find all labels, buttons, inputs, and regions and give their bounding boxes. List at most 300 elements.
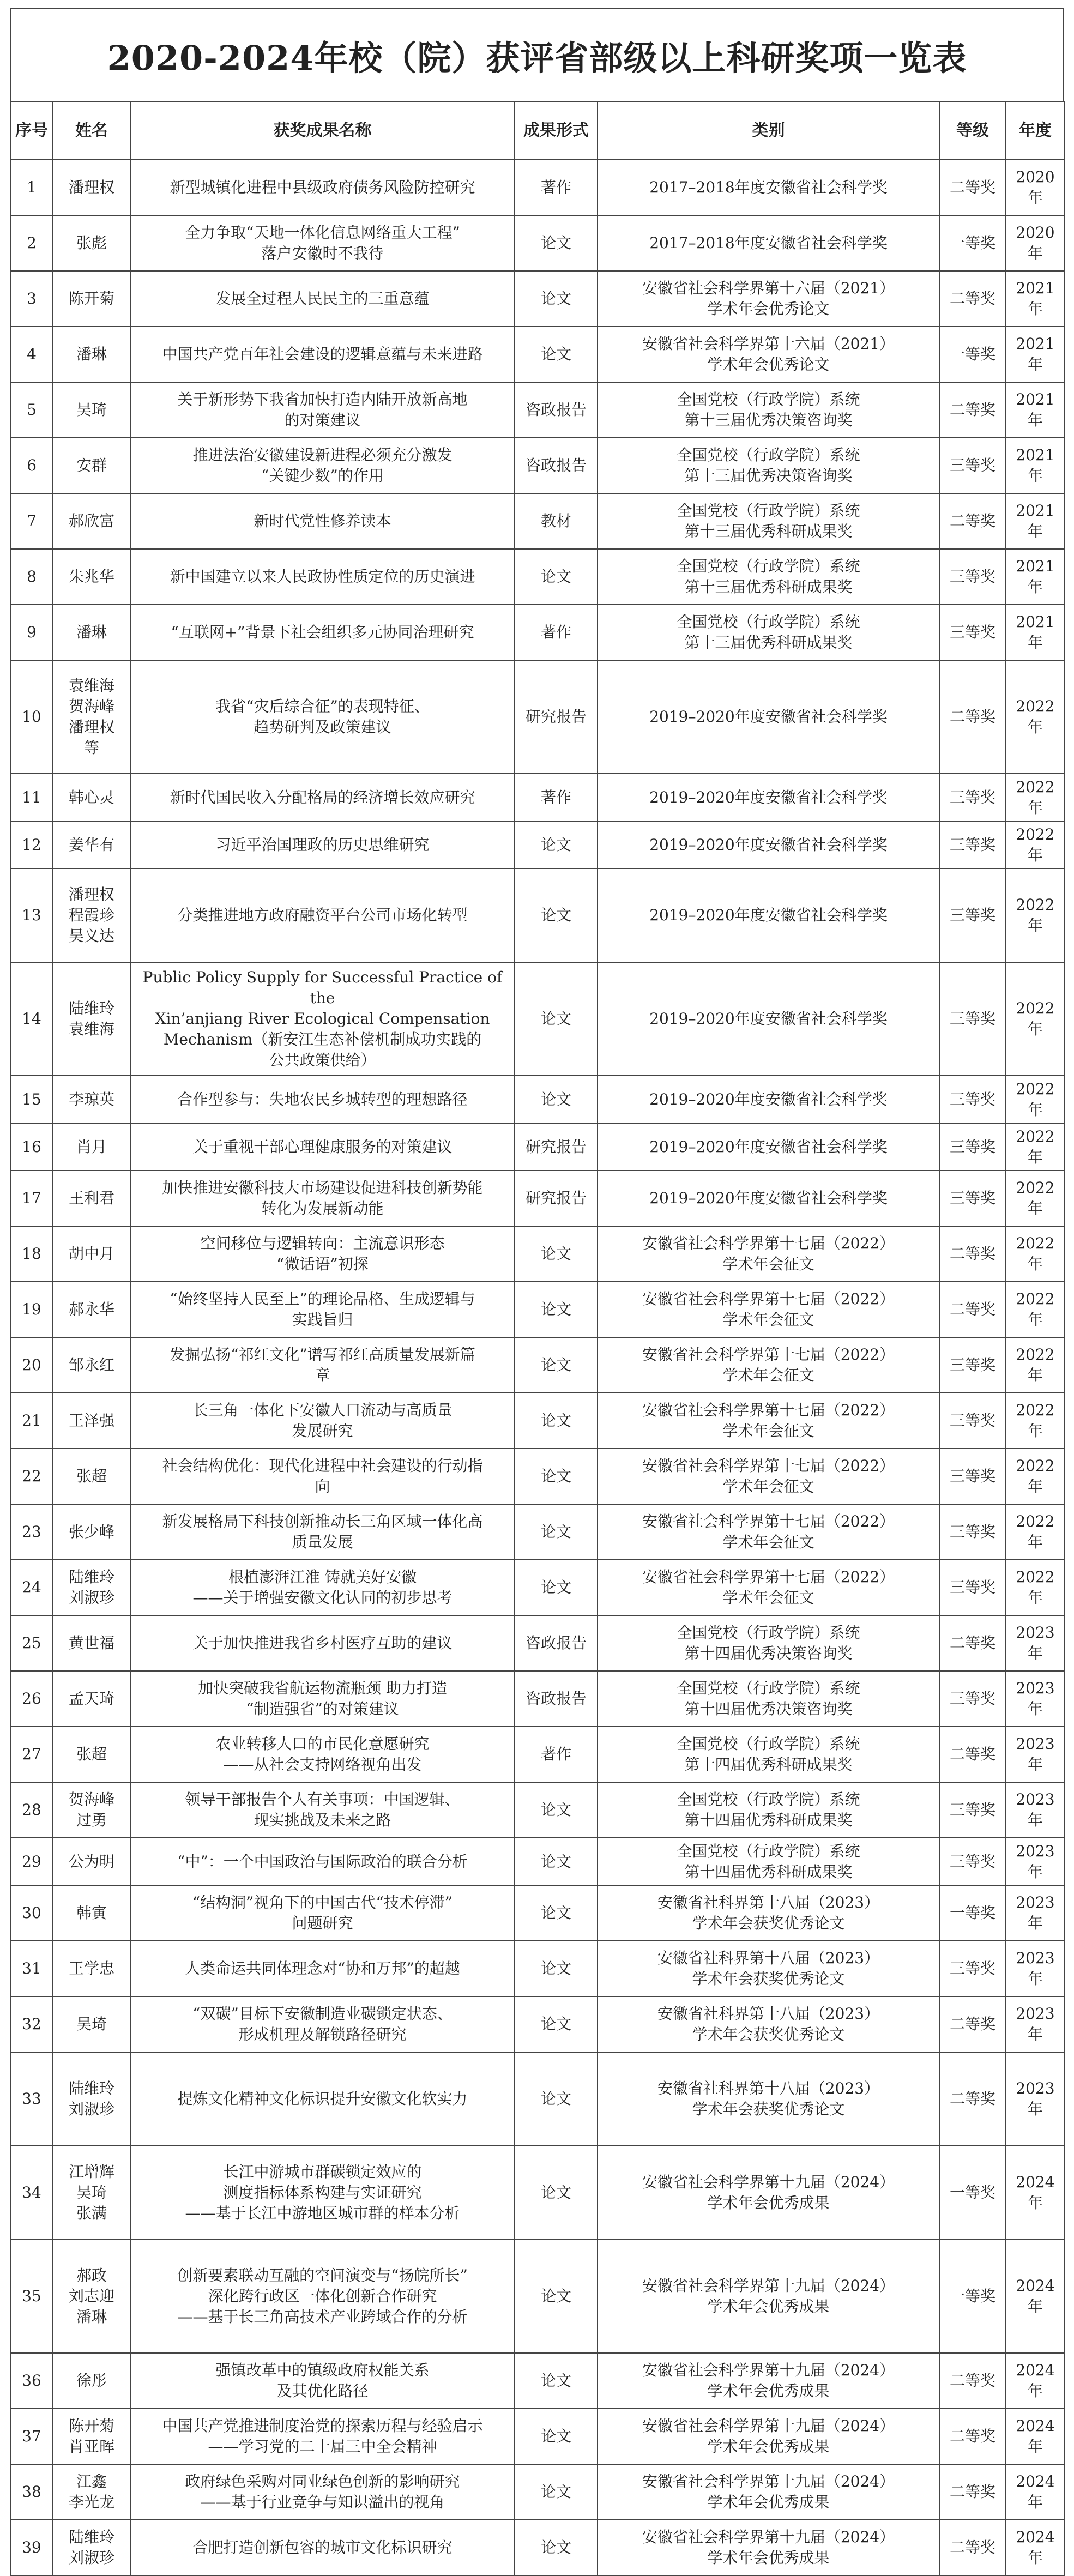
cell-work: 全力争取“天地一体化信息网络重大工程” 落户安徽时不我待	[130, 215, 515, 271]
cell-seq: 7	[10, 493, 53, 549]
cell-grade: 二等奖	[939, 2052, 1006, 2146]
cell-name: 江增辉 吴琦 张满	[53, 2146, 130, 2240]
cell-name: 潘琳	[53, 327, 130, 382]
cell-name: 邹永红	[53, 1337, 130, 1393]
cell-category: 安徽省社会科学界第十九届（2024） 学术年会优秀成果	[598, 2353, 939, 2409]
cell-year: 2024年	[1006, 2409, 1065, 2464]
cell-grade: 二等奖	[939, 2464, 1006, 2520]
cell-form: 论文	[515, 1337, 598, 1393]
cell-grade: 三等奖	[939, 1838, 1006, 1885]
cell-seq: 1	[10, 160, 53, 215]
cell-work: 中国共产党推进制度治党的探索历程与经验启示 ——学习党的二十届三中全会精神	[130, 2409, 515, 2464]
cell-category: 全国党校（行政学院）系统 第十三届优秀决策咨询奖	[598, 438, 939, 493]
cell-grade: 二等奖	[939, 1282, 1006, 1337]
awards-table	[10, 101, 1065, 2576]
cell-seq: 19	[10, 1282, 53, 1337]
cell-grade: 三等奖	[939, 1504, 1006, 1560]
cell-form: 咨政报告	[515, 382, 598, 438]
cell-category: 全国党校（行政学院）系统 第十四届优秀科研成果奖	[598, 1782, 939, 1838]
cell-seq: 34	[10, 2146, 53, 2240]
cell-work: 发掘弘扬“祁红文化”谱写祁红高质量发展新篇 章	[130, 1337, 515, 1393]
cell-work: 新型城镇化进程中县级政府债务风险防控研究	[130, 160, 515, 215]
cell-name: 徐彤	[53, 2353, 130, 2409]
table-row	[10, 1123, 1065, 1171]
cell-work: 分类推进地方政府融资平台公司市场化转型	[130, 868, 515, 962]
cell-name: 潘理权 程霞珍 吴义达	[53, 868, 130, 962]
cell-seq: 33	[10, 2052, 53, 2146]
cell-grade: 二等奖	[939, 271, 1006, 327]
cell-year: 2023年	[1006, 1727, 1065, 1782]
cell-year: 2022年	[1006, 774, 1065, 821]
cell-category: 安徽省社会科学界第十九届（2024） 学术年会优秀成果	[598, 2240, 939, 2353]
cell-form: 研究报告	[515, 1171, 598, 1226]
table-row	[10, 271, 1065, 327]
cell-category: 全国党校（行政学院）系统 第十三届优秀科研成果奖	[598, 549, 939, 605]
cell-name: 肖月	[53, 1123, 130, 1171]
cell-category: 全国党校（行政学院）系统 第十四届优秀决策咨询奖	[598, 1671, 939, 1727]
cell-work: 长江中游城市群碳锁定效应的 测度指标体系构建与实证研究 ——基于长江中游地区城市群的样本分析	[130, 2146, 515, 2240]
cell-year: 2022年	[1006, 1560, 1065, 1615]
cell-form: 论文	[515, 549, 598, 605]
cell-grade: 三等奖	[939, 549, 1006, 605]
cell-form: 著作	[515, 605, 598, 660]
cell-year: 2023年	[1006, 2052, 1065, 2146]
cell-work: 长三角一体化下安徽人口流动与高质量 发展研究	[130, 1393, 515, 1449]
table-row	[10, 549, 1065, 605]
cell-category: 安徽省社会科学界第十七届（2022） 学术年会征文	[598, 1449, 939, 1504]
cell-work: 加快推进安徽科技大市场建设促进科技创新势能 转化为发展新动能	[130, 1171, 515, 1226]
header-year: 年度	[1006, 102, 1065, 160]
cell-seq: 37	[10, 2409, 53, 2464]
cell-grade: 三等奖	[939, 1076, 1006, 1123]
cell-category: 全国党校（行政学院）系统 第十四届优秀科研成果奖	[598, 1838, 939, 1885]
cell-year: 2023年	[1006, 1996, 1065, 2052]
cell-seq: 14	[10, 962, 53, 1076]
cell-seq: 17	[10, 1171, 53, 1226]
table-row	[10, 1504, 1065, 1560]
cell-seq: 9	[10, 605, 53, 660]
table-row	[10, 327, 1065, 382]
cell-grade: 三等奖	[939, 1393, 1006, 1449]
cell-year: 2024年	[1006, 2464, 1065, 2520]
cell-category: 全国党校（行政学院）系统 第十四届优秀科研成果奖	[598, 1727, 939, 1782]
cell-year: 2022年	[1006, 1076, 1065, 1123]
cell-seq: 30	[10, 1885, 53, 1941]
cell-seq: 28	[10, 1782, 53, 1838]
table-row	[10, 1615, 1065, 1671]
cell-seq: 8	[10, 549, 53, 605]
cell-name: 安群	[53, 438, 130, 493]
cell-year: 2022年	[1006, 962, 1065, 1076]
cell-category: 2019–2020年度安徽省社会科学奖	[598, 868, 939, 962]
cell-year: 2024年	[1006, 2520, 1065, 2575]
cell-name: 陆维玲 袁维海	[53, 962, 130, 1076]
cell-grade: 三等奖	[939, 1123, 1006, 1171]
cell-work: 推进法治安徽建设新进程必须充分激发 “关键少数”的作用	[130, 438, 515, 493]
cell-form: 论文	[515, 1449, 598, 1504]
cell-category: 安徽省社会科学界第十九届（2024） 学术年会优秀成果	[598, 2520, 939, 2575]
cell-grade: 一等奖	[939, 2240, 1006, 2353]
cell-year: 2021年	[1006, 271, 1065, 327]
cell-name: 江鑫 李光龙	[53, 2464, 130, 2520]
cell-work: Public Policy Supply for Successful Practice of the Xin’anjiang River Ecological Compensation Mechanism（新安江生态补偿机制成功实践的 公共政策供给）	[130, 962, 515, 1076]
table-row	[10, 382, 1065, 438]
page-title: 2020-2024年校（院）获评省部级以上科研奖项一览表	[107, 38, 967, 78]
cell-category: 2017–2018年度安徽省社会科学奖	[598, 160, 939, 215]
cell-grade: 三等奖	[939, 605, 1006, 660]
cell-form: 论文	[515, 2240, 598, 2353]
cell-year: 2023年	[1006, 1782, 1065, 1838]
cell-grade: 二等奖	[939, 382, 1006, 438]
cell-name: 张彪	[53, 215, 130, 271]
cell-work: 加快突破我省航运物流瓶颈 助力打造 “制造强省”的对策建议	[130, 1671, 515, 1727]
cell-category: 安徽省社科界第十八届（2023） 学术年会获奖优秀论文	[598, 1941, 939, 1996]
cell-category: 安徽省社科界第十八届（2023） 学术年会获奖优秀论文	[598, 1885, 939, 1941]
cell-grade: 三等奖	[939, 1782, 1006, 1838]
cell-year: 2023年	[1006, 1941, 1065, 1996]
cell-name: 王利君	[53, 1171, 130, 1226]
cell-year: 2021年	[1006, 327, 1065, 382]
table-row	[10, 962, 1065, 1076]
cell-grade: 三等奖	[939, 1671, 1006, 1727]
cell-year: 2022年	[1006, 660, 1065, 774]
cell-work: 关于加快推进我省乡村医疗互助的建议	[130, 1615, 515, 1671]
table-row	[10, 2146, 1065, 2240]
cell-year: 2021年	[1006, 493, 1065, 549]
cell-name: 张超	[53, 1449, 130, 1504]
cell-name: 王学忠	[53, 1941, 130, 1996]
cell-name: 潘琳	[53, 605, 130, 660]
cell-category: 2019–2020年度安徽省社会科学奖	[598, 660, 939, 774]
table-row	[10, 2520, 1065, 2575]
table-row	[10, 2464, 1065, 2520]
table-row	[10, 1171, 1065, 1226]
cell-name: 潘理权	[53, 160, 130, 215]
cell-grade: 三等奖	[939, 962, 1006, 1076]
cell-seq: 18	[10, 1226, 53, 1282]
table-row	[10, 1449, 1065, 1504]
cell-seq: 10	[10, 660, 53, 774]
header-row	[10, 102, 1065, 160]
cell-work: “结构洞”视角下的中国古代“技术停滞” 问题研究	[130, 1885, 515, 1941]
cell-name: 陈开菊	[53, 271, 130, 327]
cell-category: 2019–2020年度安徽省社会科学奖	[598, 1076, 939, 1123]
table-row	[10, 605, 1065, 660]
table-row	[10, 1226, 1065, 1282]
cell-form: 论文	[515, 1226, 598, 1282]
cell-seq: 29	[10, 1838, 53, 1885]
cell-seq: 39	[10, 2520, 53, 2575]
table-row	[10, 1941, 1065, 1996]
cell-name: 韩心灵	[53, 774, 130, 821]
table-row	[10, 868, 1065, 962]
table-row	[10, 1885, 1065, 1941]
cell-form: 论文	[515, 1076, 598, 1123]
cell-category: 2019–2020年度安徽省社会科学奖	[598, 962, 939, 1076]
cell-seq: 24	[10, 1560, 53, 1615]
cell-form: 论文	[515, 1782, 598, 1838]
cell-name: 孟天琦	[53, 1671, 130, 1727]
cell-category: 全国党校（行政学院）系统 第十四届优秀决策咨询奖	[598, 1615, 939, 1671]
cell-year: 2022年	[1006, 821, 1065, 868]
cell-grade: 二等奖	[939, 1226, 1006, 1282]
cell-work: 强镇改革中的镇级政府权能关系 及其优化路径	[130, 2353, 515, 2409]
cell-grade: 三等奖	[939, 1171, 1006, 1226]
cell-work: 社会结构优化：现代化进程中社会建设的行动指 向	[130, 1449, 515, 1504]
cell-name: 王泽强	[53, 1393, 130, 1449]
cell-grade: 三等奖	[939, 821, 1006, 868]
cell-form: 论文	[515, 1885, 598, 1941]
cell-grade: 二等奖	[939, 1727, 1006, 1782]
table-row	[10, 660, 1065, 774]
cell-grade: 三等奖	[939, 868, 1006, 962]
cell-name: 陆维玲 刘淑珍	[53, 2052, 130, 2146]
cell-seq: 27	[10, 1727, 53, 1782]
cell-work: 我省“灾后综合征”的表现特征、 趋势研判及政策建议	[130, 660, 515, 774]
cell-grade: 三等奖	[939, 1449, 1006, 1504]
table-row	[10, 1838, 1065, 1885]
cell-name: 张超	[53, 1727, 130, 1782]
cell-category: 安徽省社会科学界第十七届（2022） 学术年会征文	[598, 1226, 939, 1282]
cell-form: 论文	[515, 2146, 598, 2240]
cell-year: 2022年	[1006, 1337, 1065, 1393]
cell-work: 创新要素联动互融的空间演变与“扬皖所长” 深化跨行政区一体化创新合作研究 ——基于长三角高技术产业跨域合作的分析	[130, 2240, 515, 2353]
cell-work: 合作型参与：失地农民乡城转型的理想路径	[130, 1076, 515, 1123]
cell-form: 咨政报告	[515, 438, 598, 493]
cell-seq: 31	[10, 1941, 53, 1996]
cell-category: 安徽省社会科学界第十七届（2022） 学术年会征文	[598, 1282, 939, 1337]
cell-year: 2021年	[1006, 605, 1065, 660]
cell-name: 公为明	[53, 1838, 130, 1885]
cell-grade: 二等奖	[939, 493, 1006, 549]
cell-category: 2019–2020年度安徽省社会科学奖	[598, 1123, 939, 1171]
table-row	[10, 1671, 1065, 1727]
cell-seq: 26	[10, 1671, 53, 1727]
cell-category: 安徽省社会科学界第十七届（2022） 学术年会征文	[598, 1504, 939, 1560]
cell-seq: 3	[10, 271, 53, 327]
cell-seq: 20	[10, 1337, 53, 1393]
table-row	[10, 2240, 1065, 2353]
cell-category: 2019–2020年度安徽省社会科学奖	[598, 821, 939, 868]
cell-year: 2020年	[1006, 160, 1065, 215]
cell-year: 2020年	[1006, 215, 1065, 271]
cell-form: 论文	[515, 1996, 598, 2052]
cell-work: 习近平治国理政的历史思维研究	[130, 821, 515, 868]
cell-seq: 2	[10, 215, 53, 271]
cell-category: 安徽省社会科学界第十七届（2022） 学术年会征文	[598, 1337, 939, 1393]
cell-form: 论文	[515, 327, 598, 382]
cell-category: 安徽省社会科学界第十九届（2024） 学术年会优秀成果	[598, 2409, 939, 2464]
cell-name: 李琼英	[53, 1076, 130, 1123]
cell-category: 全国党校（行政学院）系统 第十三届优秀决策咨询奖	[598, 382, 939, 438]
cell-grade: 三等奖	[939, 774, 1006, 821]
cell-category: 全国党校（行政学院）系统 第十三届优秀科研成果奖	[598, 493, 939, 549]
cell-form: 论文	[515, 821, 598, 868]
header-form: 成果形式	[515, 102, 598, 160]
cell-form: 论文	[515, 2520, 598, 2575]
cell-grade: 二等奖	[939, 1996, 1006, 2052]
cell-form: 论文	[515, 1941, 598, 1996]
cell-name: 陆维玲 刘淑珍	[53, 1560, 130, 1615]
cell-name: 吴琦	[53, 382, 130, 438]
header-name: 姓名	[53, 102, 130, 160]
cell-form: 著作	[515, 160, 598, 215]
cell-year: 2022年	[1006, 1504, 1065, 1560]
table-row	[10, 2353, 1065, 2409]
table-row	[10, 1337, 1065, 1393]
cell-seq: 13	[10, 868, 53, 962]
table-row	[10, 1282, 1065, 1337]
cell-form: 论文	[515, 2464, 598, 2520]
cell-name: 陆维玲 刘淑珍	[53, 2520, 130, 2575]
cell-form: 著作	[515, 774, 598, 821]
cell-name: 袁维海 贺海峰 潘理权 等	[53, 660, 130, 774]
cell-work: 提炼文化精神文化标识提升安徽文化软实力	[130, 2052, 515, 2146]
table-row	[10, 160, 1065, 215]
cell-form: 论文	[515, 1838, 598, 1885]
cell-year: 2023年	[1006, 1615, 1065, 1671]
table-row	[10, 821, 1065, 868]
cell-form: 教材	[515, 493, 598, 549]
cell-work: 新发展格局下科技创新推动长三角区域一体化高 质量发展	[130, 1504, 515, 1560]
cell-category: 安徽省社会科学界第十六届（2021） 学术年会优秀论文	[598, 271, 939, 327]
table-row	[10, 2052, 1065, 2146]
cell-work: 农业转移人口的市民化意愿研究 ——从社会支持网络视角出发	[130, 1727, 515, 1782]
table-row	[10, 2409, 1065, 2464]
title-box	[10, 8, 1064, 101]
cell-name: 陈开菊 肖亚晖	[53, 2409, 130, 2464]
table-body	[10, 160, 1065, 2575]
cell-seq: 4	[10, 327, 53, 382]
cell-year: 2024年	[1006, 2240, 1065, 2353]
cell-seq: 23	[10, 1504, 53, 1560]
cell-category: 2017–2018年度安徽省社会科学奖	[598, 215, 939, 271]
table-row	[10, 1560, 1065, 1615]
cell-form: 论文	[515, 1282, 598, 1337]
cell-year: 2023年	[1006, 1838, 1065, 1885]
cell-name: 姜华有	[53, 821, 130, 868]
cell-year: 2022年	[1006, 868, 1065, 962]
cell-form: 论文	[515, 2353, 598, 2409]
cell-name: 韩寅	[53, 1885, 130, 1941]
cell-work: 中国共产党百年社会建设的逻辑意蕴与未来进路	[130, 327, 515, 382]
cell-grade: 一等奖	[939, 215, 1006, 271]
cell-seq: 36	[10, 2353, 53, 2409]
cell-work: 新时代国民收入分配格局的经济增长效应研究	[130, 774, 515, 821]
cell-grade: 二等奖	[939, 2520, 1006, 2575]
cell-seq: 5	[10, 382, 53, 438]
cell-grade: 二等奖	[939, 160, 1006, 215]
table-row	[10, 493, 1065, 549]
cell-grade: 二等奖	[939, 660, 1006, 774]
cell-work: 新时代党性修养读本	[130, 493, 515, 549]
cell-name: 黄世福	[53, 1615, 130, 1671]
cell-year: 2022年	[1006, 1449, 1065, 1504]
cell-seq: 22	[10, 1449, 53, 1504]
cell-form: 咨政报告	[515, 1671, 598, 1727]
cell-category: 安徽省社会科学界第十九届（2024） 学术年会优秀成果	[598, 2464, 939, 2520]
cell-category: 安徽省社会科学界第十七届（2022） 学术年会征文	[598, 1393, 939, 1449]
cell-seq: 21	[10, 1393, 53, 1449]
cell-year: 2022年	[1006, 1282, 1065, 1337]
cell-category: 安徽省社科界第十八届（2023） 学术年会获奖优秀论文	[598, 1996, 939, 2052]
cell-work: “互联网+”背景下社会组织多元协同治理研究	[130, 605, 515, 660]
cell-form: 咨政报告	[515, 1615, 598, 1671]
cell-year: 2022年	[1006, 1393, 1065, 1449]
cell-grade: 三等奖	[939, 1941, 1006, 1996]
cell-form: 论文	[515, 271, 598, 327]
cell-seq: 38	[10, 2464, 53, 2520]
cell-name: 吴琦	[53, 1996, 130, 2052]
cell-form: 研究报告	[515, 660, 598, 774]
cell-work: 新中国建立以来人民政协性质定位的历史演进	[130, 549, 515, 605]
cell-seq: 12	[10, 821, 53, 868]
cell-year: 2023年	[1006, 1885, 1065, 1941]
cell-form: 论文	[515, 1393, 598, 1449]
cell-seq: 25	[10, 1615, 53, 1671]
cell-work: 关于重视干部心理健康服务的对策建议	[130, 1123, 515, 1171]
cell-form: 论文	[515, 868, 598, 962]
cell-grade: 一等奖	[939, 2146, 1006, 2240]
cell-seq: 16	[10, 1123, 53, 1171]
table-row	[10, 1727, 1065, 1782]
table-row	[10, 774, 1065, 821]
cell-work: 发展全过程人民民主的三重意蕴	[130, 271, 515, 327]
cell-form: 论文	[515, 962, 598, 1076]
cell-year: 2024年	[1006, 2146, 1065, 2240]
cell-year: 2022年	[1006, 1171, 1065, 1226]
cell-category: 2019–2020年度安徽省社会科学奖	[598, 774, 939, 821]
cell-grade: 三等奖	[939, 1560, 1006, 1615]
cell-seq: 15	[10, 1076, 53, 1123]
table-row	[10, 1076, 1065, 1123]
cell-grade: 一等奖	[939, 1885, 1006, 1941]
cell-work: 空间移位与逻辑转向：主流意识形态 “微话语”初探	[130, 1226, 515, 1282]
cell-grade: 二等奖	[939, 2409, 1006, 2464]
cell-name: 胡中月	[53, 1226, 130, 1282]
header-grade: 等级	[939, 102, 1006, 160]
cell-work: 关于新形势下我省加快打造内陆开放新高地 的对策建议	[130, 382, 515, 438]
cell-year: 2024年	[1006, 2353, 1065, 2409]
cell-grade: 三等奖	[939, 438, 1006, 493]
cell-work: 领导干部报告个人有关事项：中国逻辑、 现实挑战及未来之路	[130, 1782, 515, 1838]
header-seq: 序号	[10, 102, 53, 160]
cell-category: 安徽省社科界第十八届（2023） 学术年会获奖优秀论文	[598, 2052, 939, 2146]
cell-work: “始终坚持人民至上”的理论品格、生成逻辑与 实践旨归	[130, 1282, 515, 1337]
cell-year: 2021年	[1006, 438, 1065, 493]
cell-grade: 二等奖	[939, 2353, 1006, 2409]
cell-year: 2022年	[1006, 1226, 1065, 1282]
cell-name: 贺海峰 过勇	[53, 1782, 130, 1838]
cell-work: 政府绿色采购对同业绿色创新的影响研究 ——基于行业竞争与知识溢出的视角	[130, 2464, 515, 2520]
cell-form: 论文	[515, 2052, 598, 2146]
cell-grade: 三等奖	[939, 1337, 1006, 1393]
cell-form: 论文	[515, 2409, 598, 2464]
header-category: 类别	[598, 102, 939, 160]
cell-name: 朱兆华	[53, 549, 130, 605]
cell-work: “中”：一个中国政治与国际政治的联合分析	[130, 1838, 515, 1885]
cell-category: 2019–2020年度安徽省社会科学奖	[598, 1171, 939, 1226]
table-row	[10, 438, 1065, 493]
cell-seq: 35	[10, 2240, 53, 2353]
cell-work: 根植澎湃江淮 铸就美好安徽 ——关于增强安徽文化认同的初步思考	[130, 1560, 515, 1615]
cell-seq: 11	[10, 774, 53, 821]
cell-grade: 一等奖	[939, 327, 1006, 382]
cell-grade: 二等奖	[939, 1615, 1006, 1671]
cell-category: 全国党校（行政学院）系统 第十三届优秀科研成果奖	[598, 605, 939, 660]
cell-work: 合肥打造创新包容的城市文化标识研究	[130, 2520, 515, 2575]
cell-form: 论文	[515, 1560, 598, 1615]
